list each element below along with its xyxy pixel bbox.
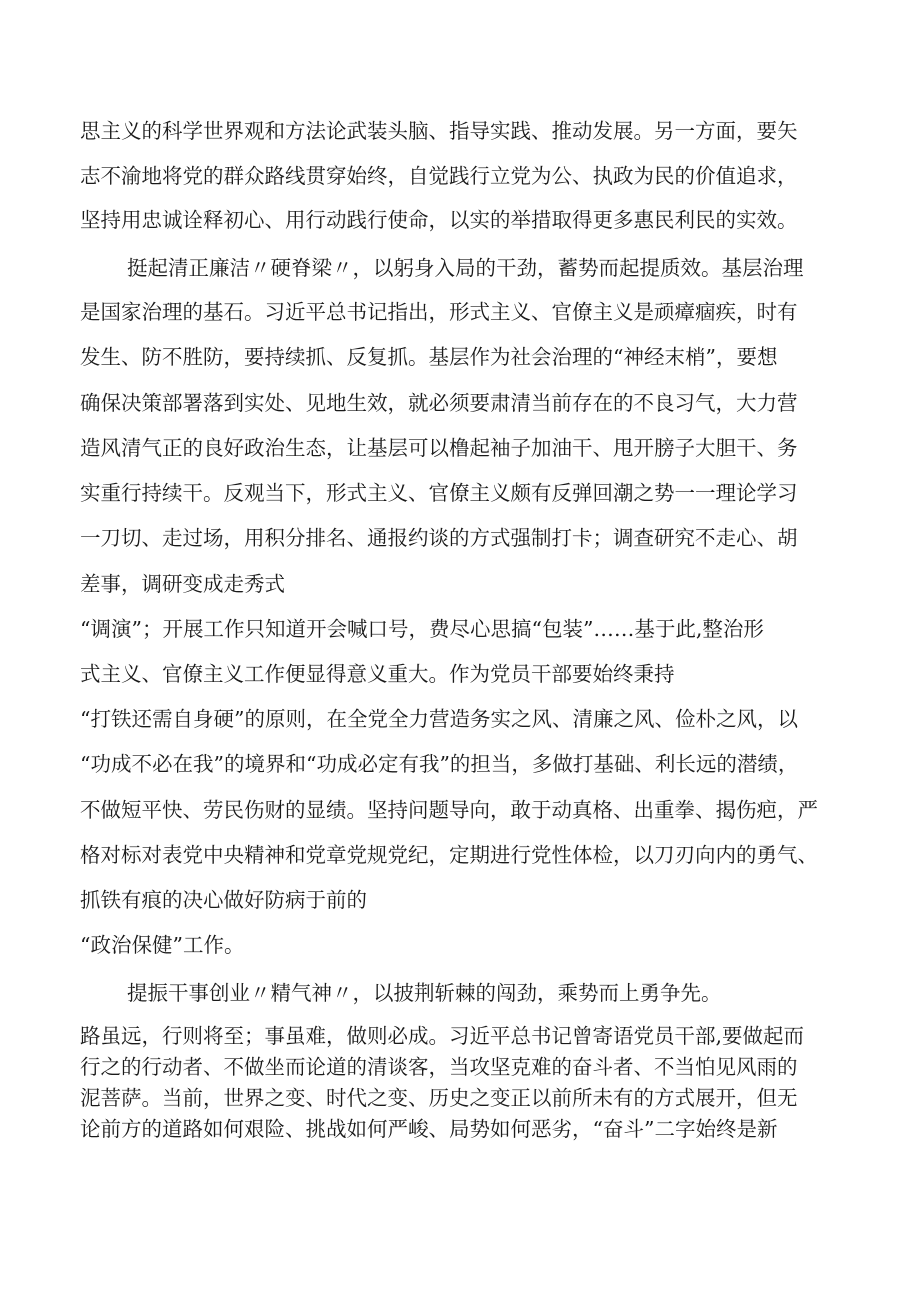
text-line: 造风清气正的良好政治生态，让基层可以橹起袖子加油干、甩开膀子大胆干、务 xyxy=(80,436,798,460)
text-line: 一刀切、走过场，用积分排名、通报约谈的方式强制打卡；调查研究不走心、胡 xyxy=(80,526,798,550)
text-line: 泥菩萨。当前，世界之变、时代之变、历史之变正以前所未有的方式展开，但无 xyxy=(80,1086,798,1110)
text-line: 式主义、官僚主义工作便显得意义重大。作为党员干部要始终秉持 xyxy=(80,662,675,686)
text-line: 格对标对表党中央精神和党章党规党纪，定期进行党性体检，以刀刃向内的勇气、 xyxy=(80,843,818,867)
text-line: 坚持用忠诚诠释初心、用行动践行使命，以实的举措取得更多惠民利民的实效。 xyxy=(80,208,798,232)
text-line: 不做短平快、劳民伤财的显绩。坚持问题导向，敢于动真格、出重拳、揭伤疤，严 xyxy=(80,798,818,822)
text-line: 是国家治理的基石。习近平总书记指出，形式主义、官僚主义是顽瘴痼疾，时有 xyxy=(80,300,798,324)
text-line: 差事，调研变成走秀式 xyxy=(80,572,285,596)
text-line: 确保决策部署落到实处、见地生效，就必须要肃清当前存在的不良习气，大力营 xyxy=(80,391,798,415)
text-line: 论前方的道路如何艰险、挑战如何严峻、局势如何恶劣，“奋斗”二字始终是新 xyxy=(80,1117,778,1141)
text-line: 行之的行动者、不做坐而论道的清谈客，当攻坚克难的奋斗者、不当怕见风雨的 xyxy=(80,1055,798,1079)
text-line: 提振干事创业〃精气神〃，以披荆斩棘的闯劲，乘势而上勇争先。 xyxy=(127,981,722,1005)
text-line: “调演”；开展工作只知道开会喊口号，费尽心思搞“包装”……基于此,整治形 xyxy=(80,617,764,641)
text-line: 实重行持续干。反观当下，形式主义、官僚主义颇有反弹回潮之势一一理论学习 xyxy=(80,481,798,505)
text-line: 挺起清正廉洁〃硬脊梁〃，以躬身入局的干劲，蓄势而起提质效。基层治理 xyxy=(127,256,804,280)
text-line: “打铁还需自身硬”的原则，在全党全力营造务实之风、清廉之风、俭朴之风，以 xyxy=(80,707,798,731)
text-line: “功成不必在我”的境界和“功成必定有我”的担当，多做打基础、利长远的潜绩， xyxy=(80,752,799,776)
text-line: 志不渝地将党的群众路线贯穿始终，自觉践行立党为公、执政为民的价值追求， xyxy=(80,164,798,188)
text-line: 思主义的科学世界观和方法论武装头脑、指导实践、推动发展。另一方面，要矢 xyxy=(80,119,798,143)
text-line: 发生、防不胜防，要持续抓、反复抓。基层作为社会治理的“神经末梢”，要想 xyxy=(80,345,778,369)
text-line: “政治保健”工作。 xyxy=(80,933,245,957)
text-line: 抓铁有痕的决心做好防病于前的 xyxy=(80,888,367,912)
text-line: 路虽远，行则将至；事虽难，做则必成。习近平总书记曾寄语党员干部,要做起而 xyxy=(80,1024,805,1048)
